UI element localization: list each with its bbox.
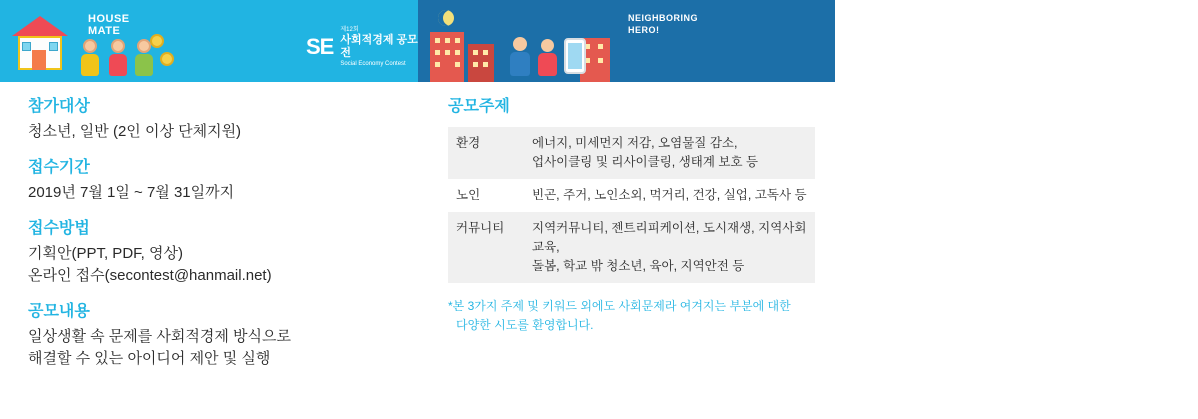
building-window-icon — [435, 50, 440, 55]
smartphone-icon — [564, 38, 586, 74]
house-illustration-icon — [12, 16, 68, 74]
building-window-icon — [455, 38, 460, 43]
building-window-icon — [483, 62, 488, 67]
section-line: 2019년 7월 1일 ~ 7월 31일까지 — [28, 184, 235, 201]
se-logo-name-en: Social Economy Contest — [340, 61, 406, 67]
section-title: 참가대상 — [28, 98, 90, 115]
person-torso-icon — [109, 54, 127, 76]
se-logo-edition: 제12회 — [340, 27, 359, 33]
left-info-column — [0, 82, 430, 419]
se-logo-name: 사회적경제 공모전 — [340, 34, 418, 59]
banner-right-title-line2: HERO! — [628, 25, 660, 35]
se-contest-logo-left — [306, 26, 418, 68]
se-logo-mark: SE — [306, 34, 334, 59]
building-window-icon — [473, 62, 478, 67]
helper-character-icon — [536, 39, 558, 76]
table-row — [448, 179, 815, 212]
topic-keywords — [524, 179, 815, 212]
se-contest-logo-right — [1139, 26, 1198, 110]
banner-left-title-line1: HOUSE — [88, 13, 130, 25]
se-logo-mark: SE — [1139, 55, 1167, 80]
person-red-icon — [108, 39, 128, 76]
coin-icon — [160, 52, 174, 66]
person-head-icon — [111, 39, 125, 53]
building-window-icon — [435, 38, 440, 43]
se-logo-text — [1173, 26, 1198, 110]
right-topics-column — [430, 82, 835, 419]
topics-note-line1: *본 3가지 주제 및 키워드 외에도 사회문제라 여겨지는 부분에 대한 — [448, 299, 791, 313]
building-window-icon — [483, 50, 488, 55]
house-window-icon — [22, 42, 31, 51]
table-row — [448, 127, 815, 179]
topic-keywords — [524, 127, 815, 179]
helper-head-icon — [541, 39, 554, 52]
house-door-icon — [32, 50, 46, 70]
section-line: 일상생활 속 문제를 사회적경제 방식으로 — [28, 328, 292, 345]
hero-head-icon — [513, 37, 527, 51]
section-application-period — [28, 157, 430, 204]
person-head-icon — [83, 39, 97, 53]
building-icon — [430, 32, 464, 82]
banner-right-title — [628, 12, 698, 36]
building-window-icon — [445, 38, 450, 43]
topic-category: 커뮤니티 — [448, 212, 524, 283]
section-contest-content — [28, 301, 430, 370]
topic-category: 환경 — [448, 127, 524, 179]
house-roof-icon — [12, 16, 68, 36]
building-window-icon — [473, 50, 478, 55]
building-window-icon — [598, 44, 603, 49]
topics-note-line2: 다양한 시도를 환영합니다. — [456, 318, 594, 332]
section-line-email: 온라인 접수(secontest@hanmail.net) — [28, 267, 272, 284]
section-title: 접수방법 — [28, 220, 90, 237]
banner-left-title — [88, 13, 130, 37]
section-line: 청소년, 일반 (2인 이상 단체지원) — [28, 123, 242, 140]
topic-keywords-line: 빈곤, 주거, 노인소외, 먹거리, 건강, 실업, 고독사 등 — [532, 188, 807, 202]
section-line: 해결할 수 있는 아이디어 제안 및 실행 — [28, 350, 271, 367]
topics-title: 공모주제 — [448, 98, 510, 115]
smartphone-screen-icon — [568, 43, 582, 69]
person-yellow-icon — [80, 39, 100, 76]
topics-table — [448, 127, 815, 283]
topic-keywords-line: 에너지, 미세먼지 저감, 오염물질 감소, — [532, 136, 738, 150]
topic-keywords-line: 업사이클링 및 리사이클링, 생태계 보호 등 — [532, 155, 759, 169]
house-window-icon — [49, 42, 58, 51]
building-icon — [468, 44, 494, 82]
section-participants — [28, 96, 430, 143]
section-title: 접수기간 — [28, 159, 90, 176]
se-logo-edition: 제12회 — [1173, 27, 1192, 33]
hero-character-icon — [508, 37, 532, 76]
helper-torso-icon — [538, 53, 557, 76]
person-head-icon — [137, 39, 151, 53]
building-window-icon — [445, 50, 450, 55]
city-illustration-icon — [430, 18, 620, 82]
hero-torso-icon — [510, 52, 530, 76]
coin-icon — [150, 34, 164, 48]
banner-right-title-line1: NEIGHBORING — [628, 13, 699, 23]
person-torso-icon — [135, 54, 153, 76]
section-line: 기획안(PPT, PDF, 영상) — [28, 245, 183, 262]
building-window-icon — [598, 58, 603, 63]
topic-keywords — [524, 212, 815, 283]
banner-house-mate — [0, 0, 418, 82]
building-window-icon — [455, 50, 460, 55]
content-area — [0, 82, 835, 419]
table-row — [448, 212, 815, 283]
se-logo-text — [340, 26, 418, 68]
topic-category: 노인 — [456, 188, 481, 202]
banner-left-title-line2: MATE — [88, 25, 121, 37]
se-logo-name-en: Social Economy Contest — [1173, 87, 1198, 109]
se-logo-name: 사회적경제 공모전 — [1173, 34, 1198, 85]
section-application-method — [28, 218, 430, 287]
section-title: 공모내용 — [28, 303, 90, 320]
building-window-icon — [435, 62, 440, 67]
topics-note — [448, 297, 815, 335]
topic-keywords-line: 지역커뮤니티, 젠트리피케이션, 도시재생, 지역사회 교육, — [532, 221, 807, 254]
topic-keywords-line: 돌봄, 학교 밖 청소년, 육아, 지역안전 등 — [532, 259, 745, 273]
building-window-icon — [455, 62, 460, 67]
person-torso-icon — [81, 54, 99, 76]
